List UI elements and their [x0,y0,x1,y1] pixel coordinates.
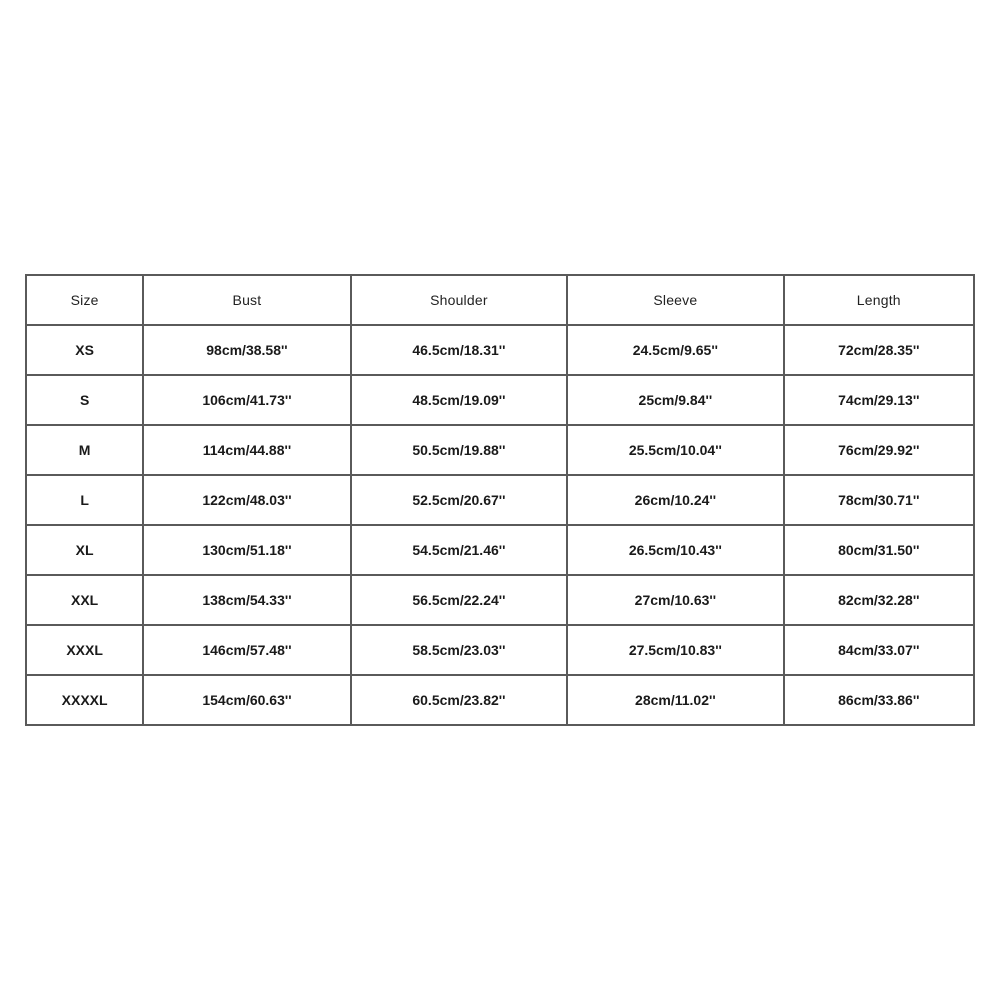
header-sleeve: Sleeve [567,275,783,325]
table-header [26,275,974,325]
cell-size: XXXXL [26,675,143,725]
header-bust: Bust [143,275,350,325]
cell-bust: 146cm/57.48'' [143,625,350,675]
cell-sleeve: 26.5cm/10.43'' [567,525,783,575]
cell-bust: 138cm/54.33'' [143,575,350,625]
cell-shoulder: 48.5cm/19.09'' [351,375,567,425]
cell-sleeve: 25cm/9.84'' [567,375,783,425]
cell-bust: 130cm/51.18'' [143,525,350,575]
header-length: Length [784,275,974,325]
cell-size: S [26,375,143,425]
cell-shoulder: 46.5cm/18.31'' [351,325,567,375]
cell-bust: 122cm/48.03'' [143,475,350,525]
table-body [26,325,974,725]
cell-bust: 114cm/44.88'' [143,425,350,475]
cell-length: 80cm/31.50'' [784,525,974,575]
cell-size: L [26,475,143,525]
table-row [26,575,974,625]
cell-shoulder: 58.5cm/23.03'' [351,625,567,675]
cell-shoulder: 52.5cm/20.67'' [351,475,567,525]
cell-length: 76cm/29.92'' [784,425,974,475]
cell-shoulder: 50.5cm/19.88'' [351,425,567,475]
table-row [26,675,974,725]
header-shoulder: Shoulder [351,275,567,325]
cell-sleeve: 27cm/10.63'' [567,575,783,625]
cell-shoulder: 54.5cm/21.46'' [351,525,567,575]
cell-size: M [26,425,143,475]
cell-sleeve: 26cm/10.24'' [567,475,783,525]
cell-length: 86cm/33.86'' [784,675,974,725]
cell-sleeve: 27.5cm/10.83'' [567,625,783,675]
cell-sleeve: 24.5cm/9.65'' [567,325,783,375]
cell-sleeve: 25.5cm/10.04'' [567,425,783,475]
cell-bust: 106cm/41.73'' [143,375,350,425]
cell-size: XXL [26,575,143,625]
table-row [26,475,974,525]
cell-length: 74cm/29.13'' [784,375,974,425]
table-row [26,325,974,375]
cell-size: XL [26,525,143,575]
table-row [26,425,974,475]
cell-length: 82cm/32.28'' [784,575,974,625]
cell-length: 72cm/28.35'' [784,325,974,375]
cell-length: 84cm/33.07'' [784,625,974,675]
header-size: Size [26,275,143,325]
cell-bust: 154cm/60.63'' [143,675,350,725]
cell-bust: 98cm/38.58'' [143,325,350,375]
cell-size: XS [26,325,143,375]
table-row [26,625,974,675]
cell-sleeve: 28cm/11.02'' [567,675,783,725]
cell-shoulder: 60.5cm/23.82'' [351,675,567,725]
cell-size: XXXL [26,625,143,675]
table-row [26,525,974,575]
cell-shoulder: 56.5cm/22.24'' [351,575,567,625]
table-row [26,375,974,425]
cell-length: 78cm/30.71'' [784,475,974,525]
header-row [26,275,974,325]
size-chart-table [25,274,975,726]
